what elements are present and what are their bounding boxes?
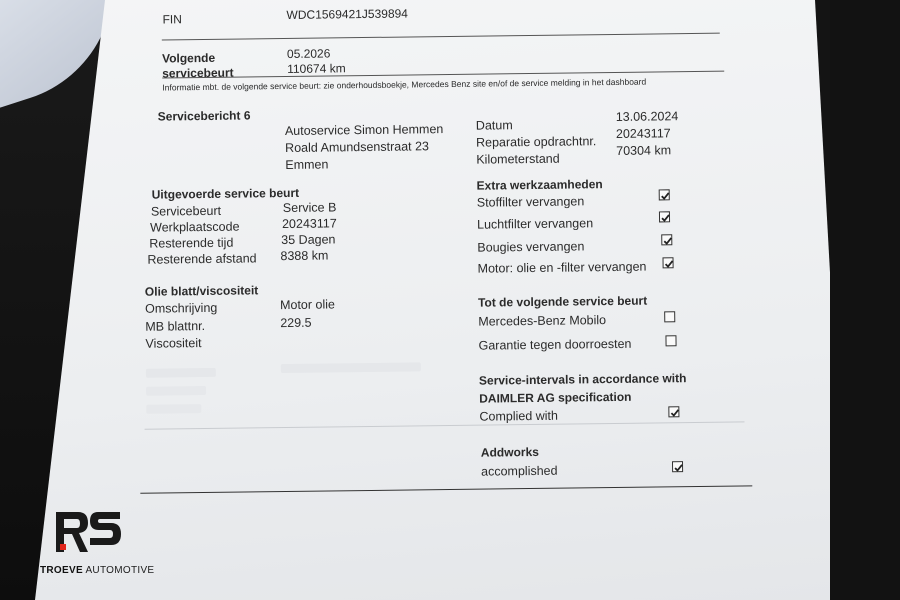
performed-row-label: Werkplaatscode <box>150 219 240 235</box>
extra-work-item: Luchtfilter vervangen <box>476 216 594 232</box>
performed-row-label: Resterende afstand <box>147 251 257 267</box>
footer-divider <box>140 485 752 493</box>
repair-order-label: Reparatie opdrachtnr. <box>475 134 597 150</box>
brand-name <box>40 565 154 576</box>
checkmark-icon <box>660 212 671 223</box>
checkmark-icon <box>673 462 684 473</box>
intervals-item: Complied with <box>479 408 559 424</box>
next-service-label-line1: Volgende <box>161 50 216 66</box>
oil-row-label: Omschrijving <box>144 300 218 316</box>
info-note: Informatie mbt. de volgende service beurt: zie onderhoudsboekje, Mercedes Benz site en/of de service melding in het dashboard <box>162 76 647 93</box>
rs-logo-mark <box>52 508 126 563</box>
checkmark-icon <box>660 190 671 201</box>
addworks-title: Addworks <box>480 444 539 460</box>
next-service-label-line2: servicebeurt <box>162 65 234 81</box>
workshop-city: Emmen <box>285 157 329 173</box>
next-service-item: Garantie tegen doorroesten <box>478 336 632 353</box>
faded-row <box>281 362 421 373</box>
fin-label: FIN <box>162 12 182 27</box>
oil-row-value: 229.5 <box>280 315 312 331</box>
next-service-km: 110674 km <box>287 61 346 76</box>
performed-service-title: Uitgevoerde service beurt <box>151 185 300 202</box>
oil-title: Olie blatt/viscositeit <box>144 283 259 299</box>
extra-work-checkbox <box>661 234 672 245</box>
fin-value: WDC1569421J539894 <box>286 6 409 22</box>
extra-work-item: Motor: olie en -filter vervangen <box>477 259 647 276</box>
intervals-title-line1: Service-intervals in accordance with <box>478 371 687 388</box>
extra-work-item: Bougies vervangen <box>477 239 585 255</box>
brand-name-part1: TROEVE <box>40 565 83 576</box>
service-message-title: Servicebericht 6 <box>157 108 251 124</box>
faded-row <box>146 386 206 396</box>
next-service-date: 05.2026 <box>286 46 331 61</box>
checkmark-icon <box>669 407 680 418</box>
rs-logo-icon <box>52 508 126 558</box>
mileage-value: 70304 km <box>616 143 672 158</box>
next-service-title: Tot de volgende service beurt <box>477 293 648 310</box>
oil-row-value: Motor olie <box>279 297 336 313</box>
addworks-item: accomplished <box>481 463 558 479</box>
performed-row-label: Resterende tijd <box>149 235 234 251</box>
workshop-street: Roald Amundsenstraat 23 <box>285 139 430 156</box>
extra-work-item: Stoffilter vervangen <box>476 194 585 210</box>
mileage-label: Kilometerstand <box>476 151 560 167</box>
addworks-checkbox <box>672 461 683 472</box>
checkmark-icon <box>664 258 675 269</box>
intervals-title-line2: DAIMLER AG specification <box>479 389 632 406</box>
extra-work-checkbox <box>659 211 670 222</box>
performed-row-value: 20243117 <box>281 216 337 232</box>
performed-row-label: Servicebeurt <box>150 203 222 219</box>
brand-name-part2: AUTOMOTIVE <box>85 565 155 576</box>
next-service-item: Mercedes-Benz Mobilo <box>478 313 607 329</box>
next-service-checkbox <box>665 335 676 346</box>
performed-row-value: 35 Dagen <box>281 232 336 248</box>
faded-divider <box>145 421 745 429</box>
repair-order-value: 20243117 <box>615 126 671 141</box>
extra-work-checkbox <box>659 189 670 200</box>
workshop-name: Autoservice Simon Hemmen <box>284 122 444 139</box>
faded-row <box>146 404 201 414</box>
performed-row-value: 8388 km <box>280 248 329 264</box>
faded-row <box>146 368 216 378</box>
header-divider <box>162 33 720 41</box>
oil-row-label: MB blattnr. <box>145 318 206 334</box>
oil-row-label: Viscositeit <box>145 336 202 351</box>
performed-row-value: Service B <box>282 200 337 216</box>
checkmark-icon <box>662 235 673 246</box>
date-value: 13.06.2024 <box>615 109 679 124</box>
extra-work-title: Extra werkzaamheden <box>476 177 603 193</box>
next-service-checkbox <box>664 311 675 322</box>
date-label: Datum <box>475 118 513 133</box>
extra-work-checkbox <box>662 257 673 268</box>
intervals-checkbox <box>668 406 679 417</box>
